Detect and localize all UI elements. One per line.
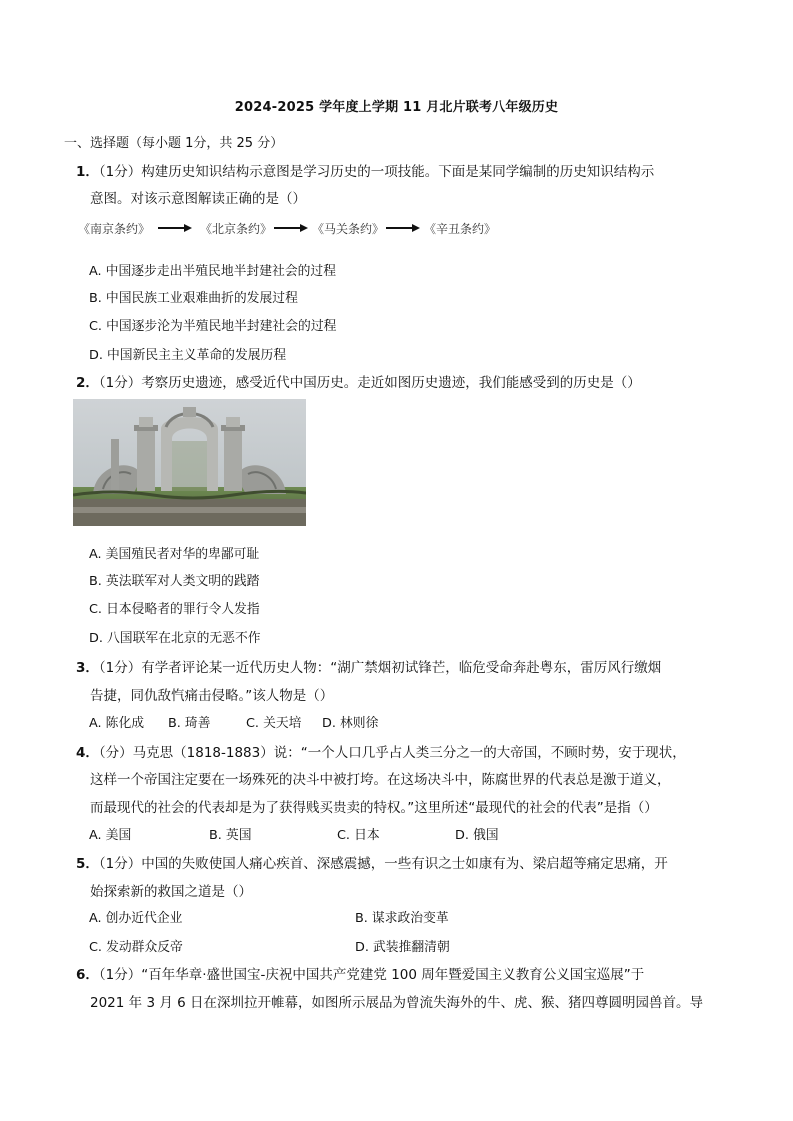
question-2-option-b[interactable]: B. 英法联军对人类文明的践踏 [89, 574, 260, 589]
section-heading: 一、选择题（每小题 1分，共 25 分） [64, 136, 284, 151]
question-4-option-c[interactable]: C. 日本 [337, 828, 380, 843]
yuanmingyuan-ruins-photo [73, 399, 306, 526]
question-5-line-2: 始探索新的救国之道是（） [90, 884, 252, 900]
question-2-option-d[interactable]: D. 八国联军在北京的无恶不作 [89, 631, 261, 646]
question-3-line-2: 告捷，同仇敌忾痛击侵略。”该人物是（） [90, 688, 334, 704]
question-5-option-c[interactable]: C. 发动群众反帝 [89, 940, 183, 955]
flow-item-beijing: 《北京条约》 [200, 222, 273, 236]
flow-item-maguan: 《马关条约》 [312, 222, 385, 236]
question-1-option-c[interactable]: C. 中国逐步沦为半殖民地半封建社会的过程 [89, 319, 337, 334]
question-text: （1分）构建历史知识结构示意图是学习历史的一项技能。下面是某同学编制的历史知识结构示 [98, 164, 655, 180]
question-1-option-a[interactable]: A. 中国逐步走出半殖民地半封建社会的过程 [89, 264, 337, 279]
treaty-flow-diagram [78, 218, 518, 242]
question-4-line-1 [76, 741, 686, 761]
question-6-line-2: 2021 年 3 月 6 日在深圳拉开帷幕，如图所示展品为曾流失海外的牛、虎、猴、猪四尊圆明园兽首。导 [90, 995, 703, 1011]
question-1-option-b[interactable]: B. 中国民族工业艰难曲折的发展过程 [89, 291, 298, 306]
question-3-option-a[interactable]: A. 陈化成 [89, 716, 145, 731]
question-4-option-a[interactable]: A. 美国 [89, 828, 132, 843]
question-3-option-d[interactable]: D. 林则徐 [322, 716, 379, 731]
question-2-line-1 [76, 371, 641, 391]
question-text: （1分）中国的失败使国人痛心疾首、深感震撼，一些有识之士如康有为、梁启超等痛定思痛，开 [98, 856, 668, 872]
question-number: 3． [76, 660, 99, 676]
question-text: （1分）“百年华章·盛世国宝-庆祝中国共产党建党 100 周年暨爱国主义教育公义国宝巡展”于 [98, 967, 645, 983]
question-1-option-d[interactable]: D. 中国新民主主义革命的发展历程 [89, 348, 287, 363]
question-text: （分）马克思（1818-1883）说：“一个人口几乎占人类三分之一的大帝国，不顾时势，安于现状， [98, 745, 686, 761]
question-text: （1分）有学者评论某一近代历史人物：“湖广禁烟初试锋芒，临危受命奔赴粤东，雷厉风行缴烟 [98, 660, 662, 676]
question-number: 5． [76, 856, 99, 872]
flow-item-nanjing: 《南京条约》 [78, 222, 151, 236]
question-5-option-a[interactable]: A. 创办近代企业 [89, 911, 183, 926]
question-3-line-1 [76, 656, 661, 676]
question-2-option-a[interactable]: A. 美国殖民者对华的卑鄙可耻 [89, 547, 260, 562]
question-1-line-1 [76, 160, 654, 180]
question-number: 2． [76, 375, 99, 391]
question-number: 4． [76, 745, 99, 761]
question-number: 1． [76, 164, 99, 180]
question-4-option-d[interactable]: D. 俄国 [455, 828, 499, 843]
question-4-line-2: 这样一个帝国注定要在一场殊死的决斗中被打垮。在这场决斗中，陈腐世界的代表总是激于道义， [90, 772, 671, 788]
question-5-option-b[interactable]: B. 谋求政治变革 [355, 911, 449, 926]
arrow-right-icon [274, 224, 308, 232]
arrow-right-icon [386, 224, 420, 232]
question-text: （1分）考察历史遗迹，感受近代中国历史。走近如图历史遗迹，我们能感受到的历史是（） [98, 375, 641, 391]
flow-item-xinchou: 《辛丑条约》 [424, 222, 497, 236]
question-5-line-1 [76, 852, 668, 872]
question-5-option-d[interactable]: D. 武装推翻清朝 [355, 940, 450, 955]
question-2-option-c[interactable]: C. 日本侵略者的罪行令人发指 [89, 602, 260, 617]
exam-title: 2024-2025 学年度上学期 11 月北片联考八年级历史 [234, 100, 559, 115]
arrow-right-icon [158, 224, 192, 232]
question-1-line-2: 意图。对该示意图解读正确的是（） [90, 191, 306, 207]
question-6-line-1 [76, 963, 644, 983]
question-number: 6． [76, 967, 99, 983]
question-4-line-3: 而最现代的社会的代表却是为了获得贱买贵卖的特权。”这里所述“最现代的社会的代表”是指（） [90, 800, 658, 816]
question-4-option-b[interactable]: B. 英国 [209, 828, 252, 843]
question-3-option-c[interactable]: C. 关天培 [246, 716, 302, 731]
question-3-option-b[interactable]: B. 琦善 [168, 716, 211, 731]
